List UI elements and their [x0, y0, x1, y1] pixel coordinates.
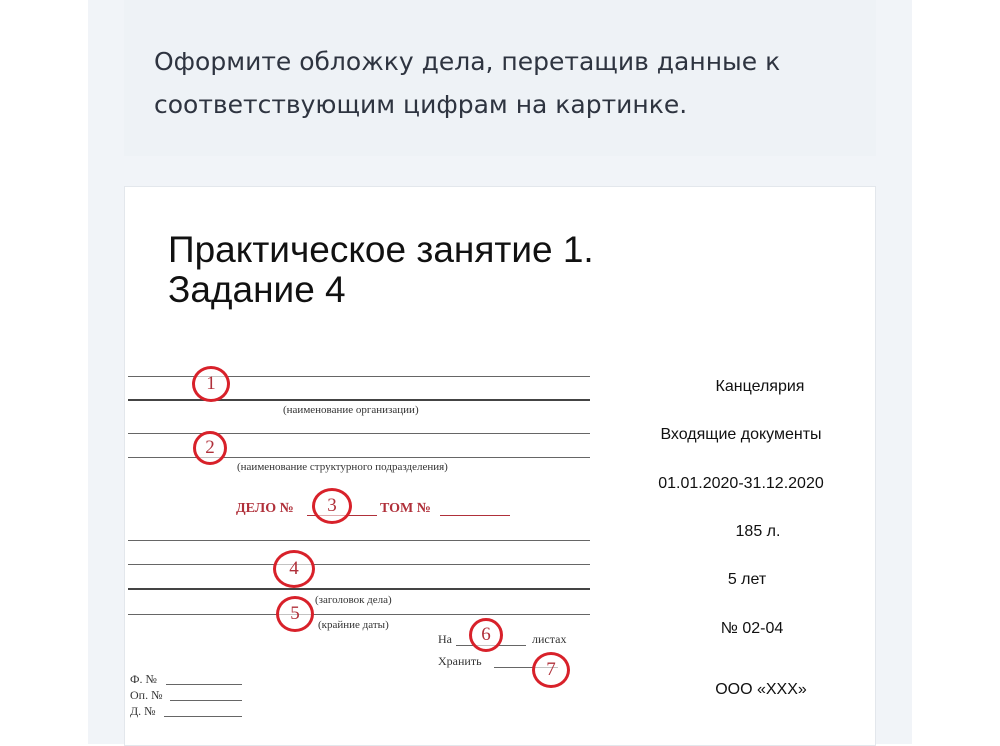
form-line: [128, 564, 590, 565]
drop-target-6[interactable]: 6: [469, 618, 503, 652]
delo-no-label: Д. №: [130, 704, 156, 718]
instruction-line-2: соответствующим цифрам на картинке.: [154, 90, 688, 119]
caption-organization: (наименование организации): [283, 404, 419, 416]
listah-label: листах: [532, 632, 567, 646]
tom-label: ТОМ №: [380, 501, 431, 516]
drop-target-3[interactable]: 3: [312, 488, 352, 524]
delo-label: ДЕЛО №: [236, 501, 294, 516]
form-line: [128, 614, 590, 615]
task-title-line-1: Практическое занятие 1.: [168, 229, 594, 270]
answer-date-range[interactable]: 01.01.2020-31.12.2020: [658, 475, 824, 492]
caption-department: (наименование структурного подразделения): [237, 461, 448, 473]
delo-no-underline: [164, 716, 242, 717]
form-line: [128, 588, 590, 590]
drop-target-5[interactable]: 5: [276, 596, 314, 632]
answer-chancellery[interactable]: Канцелярия: [715, 378, 805, 395]
opis-underline: [170, 700, 242, 701]
drop-target-7[interactable]: 7: [532, 652, 570, 688]
answer-case-number[interactable]: № 02-04: [720, 620, 784, 637]
task-title: [168, 230, 768, 310]
answer-retention-period[interactable]: 5 лет: [727, 571, 767, 588]
drop-target-1[interactable]: 1: [192, 366, 230, 402]
form-line: [128, 433, 590, 434]
drop-target-2[interactable]: 2: [193, 431, 227, 465]
caption-heading: (заголовок дела): [315, 594, 392, 606]
form-line: [128, 399, 590, 401]
task-title-line-2: Задание 4: [168, 269, 346, 310]
answer-sheet-count[interactable]: 185 л.: [735, 523, 781, 540]
fond-label: Ф. №: [130, 672, 157, 686]
hranit-label: Хранить: [438, 654, 482, 668]
answer-organization-name[interactable]: ООО «ХХХ»: [715, 681, 807, 698]
form-line: [128, 540, 590, 541]
instruction-line-1: Оформите обложку дела, перетащив данные к: [154, 47, 781, 76]
instruction-text: [154, 40, 854, 126]
answer-incoming-documents[interactable]: Входящие документы: [660, 426, 822, 443]
opis-label: Оп. №: [130, 688, 163, 702]
caption-dates: (крайние даты): [318, 619, 389, 631]
tom-underline: [440, 515, 510, 516]
drop-target-4[interactable]: 4: [273, 550, 315, 588]
na-label: На: [438, 632, 452, 646]
fond-underline: [166, 684, 242, 685]
